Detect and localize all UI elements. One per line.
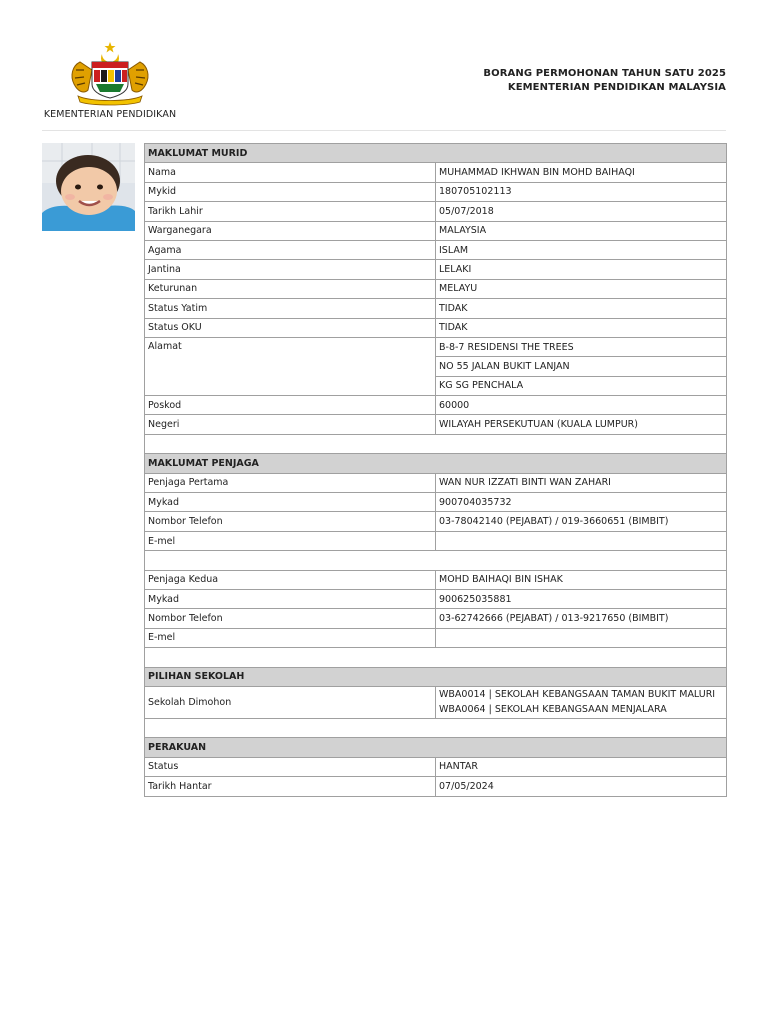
spacer-cell bbox=[145, 648, 727, 667]
section-title: MAKLUMAT MURID bbox=[145, 144, 727, 163]
row-status bbox=[145, 757, 727, 776]
field-label: Penjaga Pertama bbox=[145, 473, 436, 492]
section-header-perakuan bbox=[145, 738, 727, 757]
form-title: BORANG PERMOHONAN TAHUN SATU 2025 bbox=[483, 68, 726, 79]
section-header-murid bbox=[145, 144, 727, 163]
field-value: MUHAMMAD IKHWAN BIN MOHD BAIHAQI bbox=[436, 163, 727, 182]
ministry-logo bbox=[42, 40, 178, 120]
row-jantina bbox=[145, 260, 727, 279]
field-label: Tarikh Hantar bbox=[145, 777, 436, 796]
malaysia-coat-of-arms-icon bbox=[66, 40, 154, 106]
field-label: Status OKU bbox=[145, 318, 436, 337]
row-penjaga-pertama-emel bbox=[145, 531, 727, 550]
spacer-cell bbox=[145, 718, 727, 737]
section-header-penjaga bbox=[145, 454, 727, 473]
field-label: Nombor Telefon bbox=[145, 512, 436, 531]
row-nama bbox=[145, 163, 727, 182]
section-title: PERAKUAN bbox=[145, 738, 727, 757]
field-value: 05/07/2018 bbox=[436, 202, 727, 221]
field-label: Agama bbox=[145, 240, 436, 259]
row-agama bbox=[145, 240, 727, 259]
section-title: PILIHAN SEKOLAH bbox=[145, 667, 727, 686]
field-value: KG SG PENCHALA bbox=[436, 376, 727, 395]
field-value: NO 55 JALAN BUKIT LANJAN bbox=[436, 357, 727, 376]
spacer-cell bbox=[145, 434, 727, 453]
field-value bbox=[436, 531, 727, 550]
field-value bbox=[436, 628, 727, 647]
field-value: 03-78042140 (PEJABAT) / 019-3660651 (BIMBIT) bbox=[436, 512, 727, 531]
row-penjaga-kedua-telefon bbox=[145, 609, 727, 628]
field-label: Nama bbox=[145, 163, 436, 182]
school-choice-1: WBA0014 | SEKOLAH KEBANGSAAN TAMAN BUKIT MALURI bbox=[439, 688, 716, 700]
field-label: Warganegara bbox=[145, 221, 436, 240]
row-tarikh-hantar bbox=[145, 777, 727, 796]
field-label: E-mel bbox=[145, 628, 436, 647]
form-header bbox=[483, 67, 726, 95]
application-form-table bbox=[144, 143, 727, 797]
field-label: Negeri bbox=[145, 415, 436, 434]
row-alamat-1 bbox=[145, 337, 727, 356]
field-value: WAN NUR IZZATI BINTI WAN ZAHARI bbox=[436, 473, 727, 492]
section-header-sekolah bbox=[145, 667, 727, 686]
row-sekolah-dimohon bbox=[145, 686, 727, 718]
field-label: Status bbox=[145, 757, 436, 776]
field-value: ISLAM bbox=[436, 240, 727, 259]
row-warganegara bbox=[145, 221, 727, 240]
field-value: MELAYU bbox=[436, 279, 727, 298]
row-penjaga-pertama bbox=[145, 473, 727, 492]
row-penjaga-pertama-telefon bbox=[145, 512, 727, 531]
row-status-yatim bbox=[145, 299, 727, 318]
spacer-row bbox=[145, 718, 727, 737]
field-value: TIDAK bbox=[436, 318, 727, 337]
spacer-row bbox=[145, 648, 727, 667]
field-value: MOHD BAIHAQI BIN ISHAK bbox=[436, 570, 727, 589]
field-label: Mykid bbox=[145, 182, 436, 201]
field-value: HANTAR bbox=[436, 757, 727, 776]
row-negeri bbox=[145, 415, 727, 434]
row-penjaga-pertama-mykad bbox=[145, 493, 727, 512]
school-choice-2: WBA0064 | SEKOLAH KEBANGSAAN MENJALARA bbox=[439, 704, 667, 716]
section-title: MAKLUMAT PENJAGA bbox=[145, 454, 727, 473]
field-value: MALAYSIA bbox=[436, 221, 727, 240]
field-value: WILAYAH PERSEKUTUAN (KUALA LUMPUR) bbox=[436, 415, 727, 434]
header-divider bbox=[42, 130, 726, 131]
row-penjaga-kedua bbox=[145, 570, 727, 589]
field-label: Mykad bbox=[145, 493, 436, 512]
ministry-label: KEMENTERIAN PENDIDIKAN bbox=[43, 109, 177, 120]
spacer-row bbox=[145, 551, 727, 570]
field-label: Jantina bbox=[145, 260, 436, 279]
field-label: Keturunan bbox=[145, 279, 436, 298]
field-label: Alamat bbox=[145, 337, 436, 395]
field-value: LELAKI bbox=[436, 260, 727, 279]
spacer-row bbox=[145, 434, 727, 453]
field-value: 900704035732 bbox=[436, 493, 727, 512]
row-penjaga-kedua-mykad bbox=[145, 589, 727, 608]
field-value: 07/05/2024 bbox=[436, 777, 727, 796]
spacer-cell bbox=[145, 551, 727, 570]
field-label: Nombor Telefon bbox=[145, 609, 436, 628]
field-label: Penjaga Kedua bbox=[145, 570, 436, 589]
row-tarikh-lahir bbox=[145, 202, 727, 221]
student-photo bbox=[42, 143, 135, 231]
field-value: 03-62742666 (PEJABAT) / 013-9217650 (BIMBIT) bbox=[436, 609, 727, 628]
field-label: Status Yatim bbox=[145, 299, 436, 318]
row-mykid bbox=[145, 182, 727, 201]
field-value: B-8-7 RESIDENSI THE TREES bbox=[436, 337, 727, 356]
field-label: E-mel bbox=[145, 531, 436, 550]
field-label: Tarikh Lahir bbox=[145, 202, 436, 221]
row-status-oku bbox=[145, 318, 727, 337]
row-keturunan bbox=[145, 279, 727, 298]
field-value: 60000 bbox=[436, 396, 727, 415]
row-penjaga-kedua-emel bbox=[145, 628, 727, 647]
field-value: 180705102113 bbox=[436, 182, 727, 201]
field-label: Poskod bbox=[145, 396, 436, 415]
school-choices bbox=[436, 686, 727, 718]
ministry-title: KEMENTERIAN PENDIDIKAN MALAYSIA bbox=[507, 82, 726, 93]
row-poskod bbox=[145, 396, 727, 415]
field-label: Mykad bbox=[145, 589, 436, 608]
field-value: 900625035881 bbox=[436, 589, 727, 608]
field-value: TIDAK bbox=[436, 299, 727, 318]
field-label: Sekolah Dimohon bbox=[145, 686, 436, 718]
